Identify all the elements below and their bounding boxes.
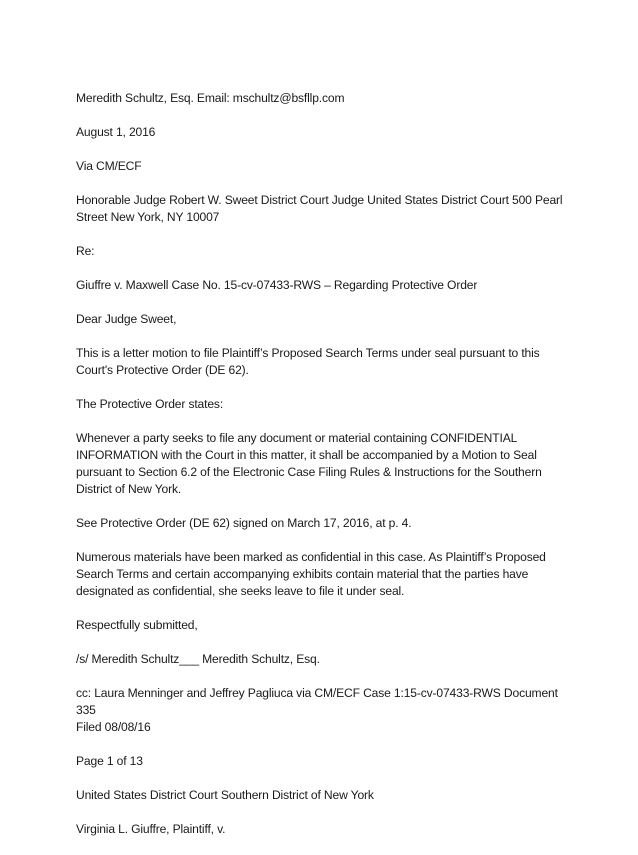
- intro-line-2: Court's Protective Order (DE 62).: [76, 363, 249, 377]
- cc-line-2: Filed 08/08/16: [76, 720, 151, 734]
- citation-text: See Protective Order (DE 62) signed on March 17, 2016, at p. 4.: [76, 516, 412, 530]
- re-label: [76, 243, 566, 260]
- case-subject-text: Giuffre v. Maxwell Case No. 15-cv-07433-RWS – Regarding Protective Order: [76, 278, 478, 292]
- delivery-text: Via CM/ECF: [76, 159, 142, 173]
- reason-line-3: designated as confidential, she seeks leave to file it under seal.: [76, 584, 405, 598]
- parties-text: Virginia L. Giuffre, Plaintiff, v.: [76, 822, 226, 836]
- re-text: Re:: [76, 244, 95, 258]
- quote-line-1: Whenever a party seeks to file any document or material containing CONFIDENTIAL: [76, 431, 518, 445]
- letter-body: [76, 90, 566, 855]
- closing-line: [76, 617, 566, 634]
- reason-paragraph: [76, 549, 566, 600]
- page-number: [76, 753, 566, 770]
- reason-line-2: Search Terms and certain accompanying exhibits contain material that the parties have: [76, 567, 529, 581]
- date-text: August 1, 2016: [76, 125, 156, 139]
- letter-date: [76, 124, 566, 141]
- signature-line: [76, 651, 566, 668]
- order-states-line: [76, 396, 566, 413]
- recipient-address: [76, 192, 566, 226]
- court-name-text: United States District Court Southern District of New York: [76, 788, 374, 802]
- parties-line: [76, 821, 566, 838]
- recipient-line-2: Street New York, NY 10007: [76, 210, 220, 224]
- signature-text: /s/ Meredith Schultz___ Meredith Schultz, Esq.: [76, 652, 320, 666]
- intro-line-1: This is a letter motion to file Plaintiff’s Proposed Search Terms under seal pursuant to this: [76, 346, 540, 360]
- salutation-text: Dear Judge Sweet,: [76, 312, 177, 326]
- page-number-text: Page 1 of 13: [76, 754, 143, 768]
- reason-line-1: Numerous materials have been marked as confidential in this case. As Plaintiff’s Proposed: [76, 550, 546, 564]
- citation-line: [76, 515, 566, 532]
- sender-text: Meredith Schultz, Esq. Email: mschultz@bsfllp.com: [76, 91, 345, 105]
- quoted-order-paragraph: [76, 430, 566, 498]
- recipient-line-1: Honorable Judge Robert W. Sweet District Court Judge United States District Court 500 Pearl: [76, 193, 563, 207]
- closing-text: Respectfully submitted,: [76, 618, 198, 632]
- quote-line-4: District of New York.: [76, 482, 182, 496]
- cc-paragraph: [76, 685, 566, 736]
- quote-line-2: INFORMATION with the Court in this matter, it shall be accompanied by a Motion to Seal: [76, 448, 537, 462]
- salutation: [76, 311, 566, 328]
- order-states-text: The Protective Order states:: [76, 397, 224, 411]
- cc-line-1: cc: Laura Menninger and Jeffrey Pagliuca via CM/ECF Case 1:15-cv-07433-RWS Document 335: [76, 686, 558, 717]
- quote-line-3: pursuant to Section 6.2 of the Electronic Case Filing Rules & Instructions for the Southern: [76, 465, 542, 479]
- sender-line: [76, 90, 566, 107]
- court-name: [76, 787, 566, 804]
- delivery-method: [76, 158, 566, 175]
- intro-paragraph: [76, 345, 566, 379]
- case-subject: [76, 277, 566, 294]
